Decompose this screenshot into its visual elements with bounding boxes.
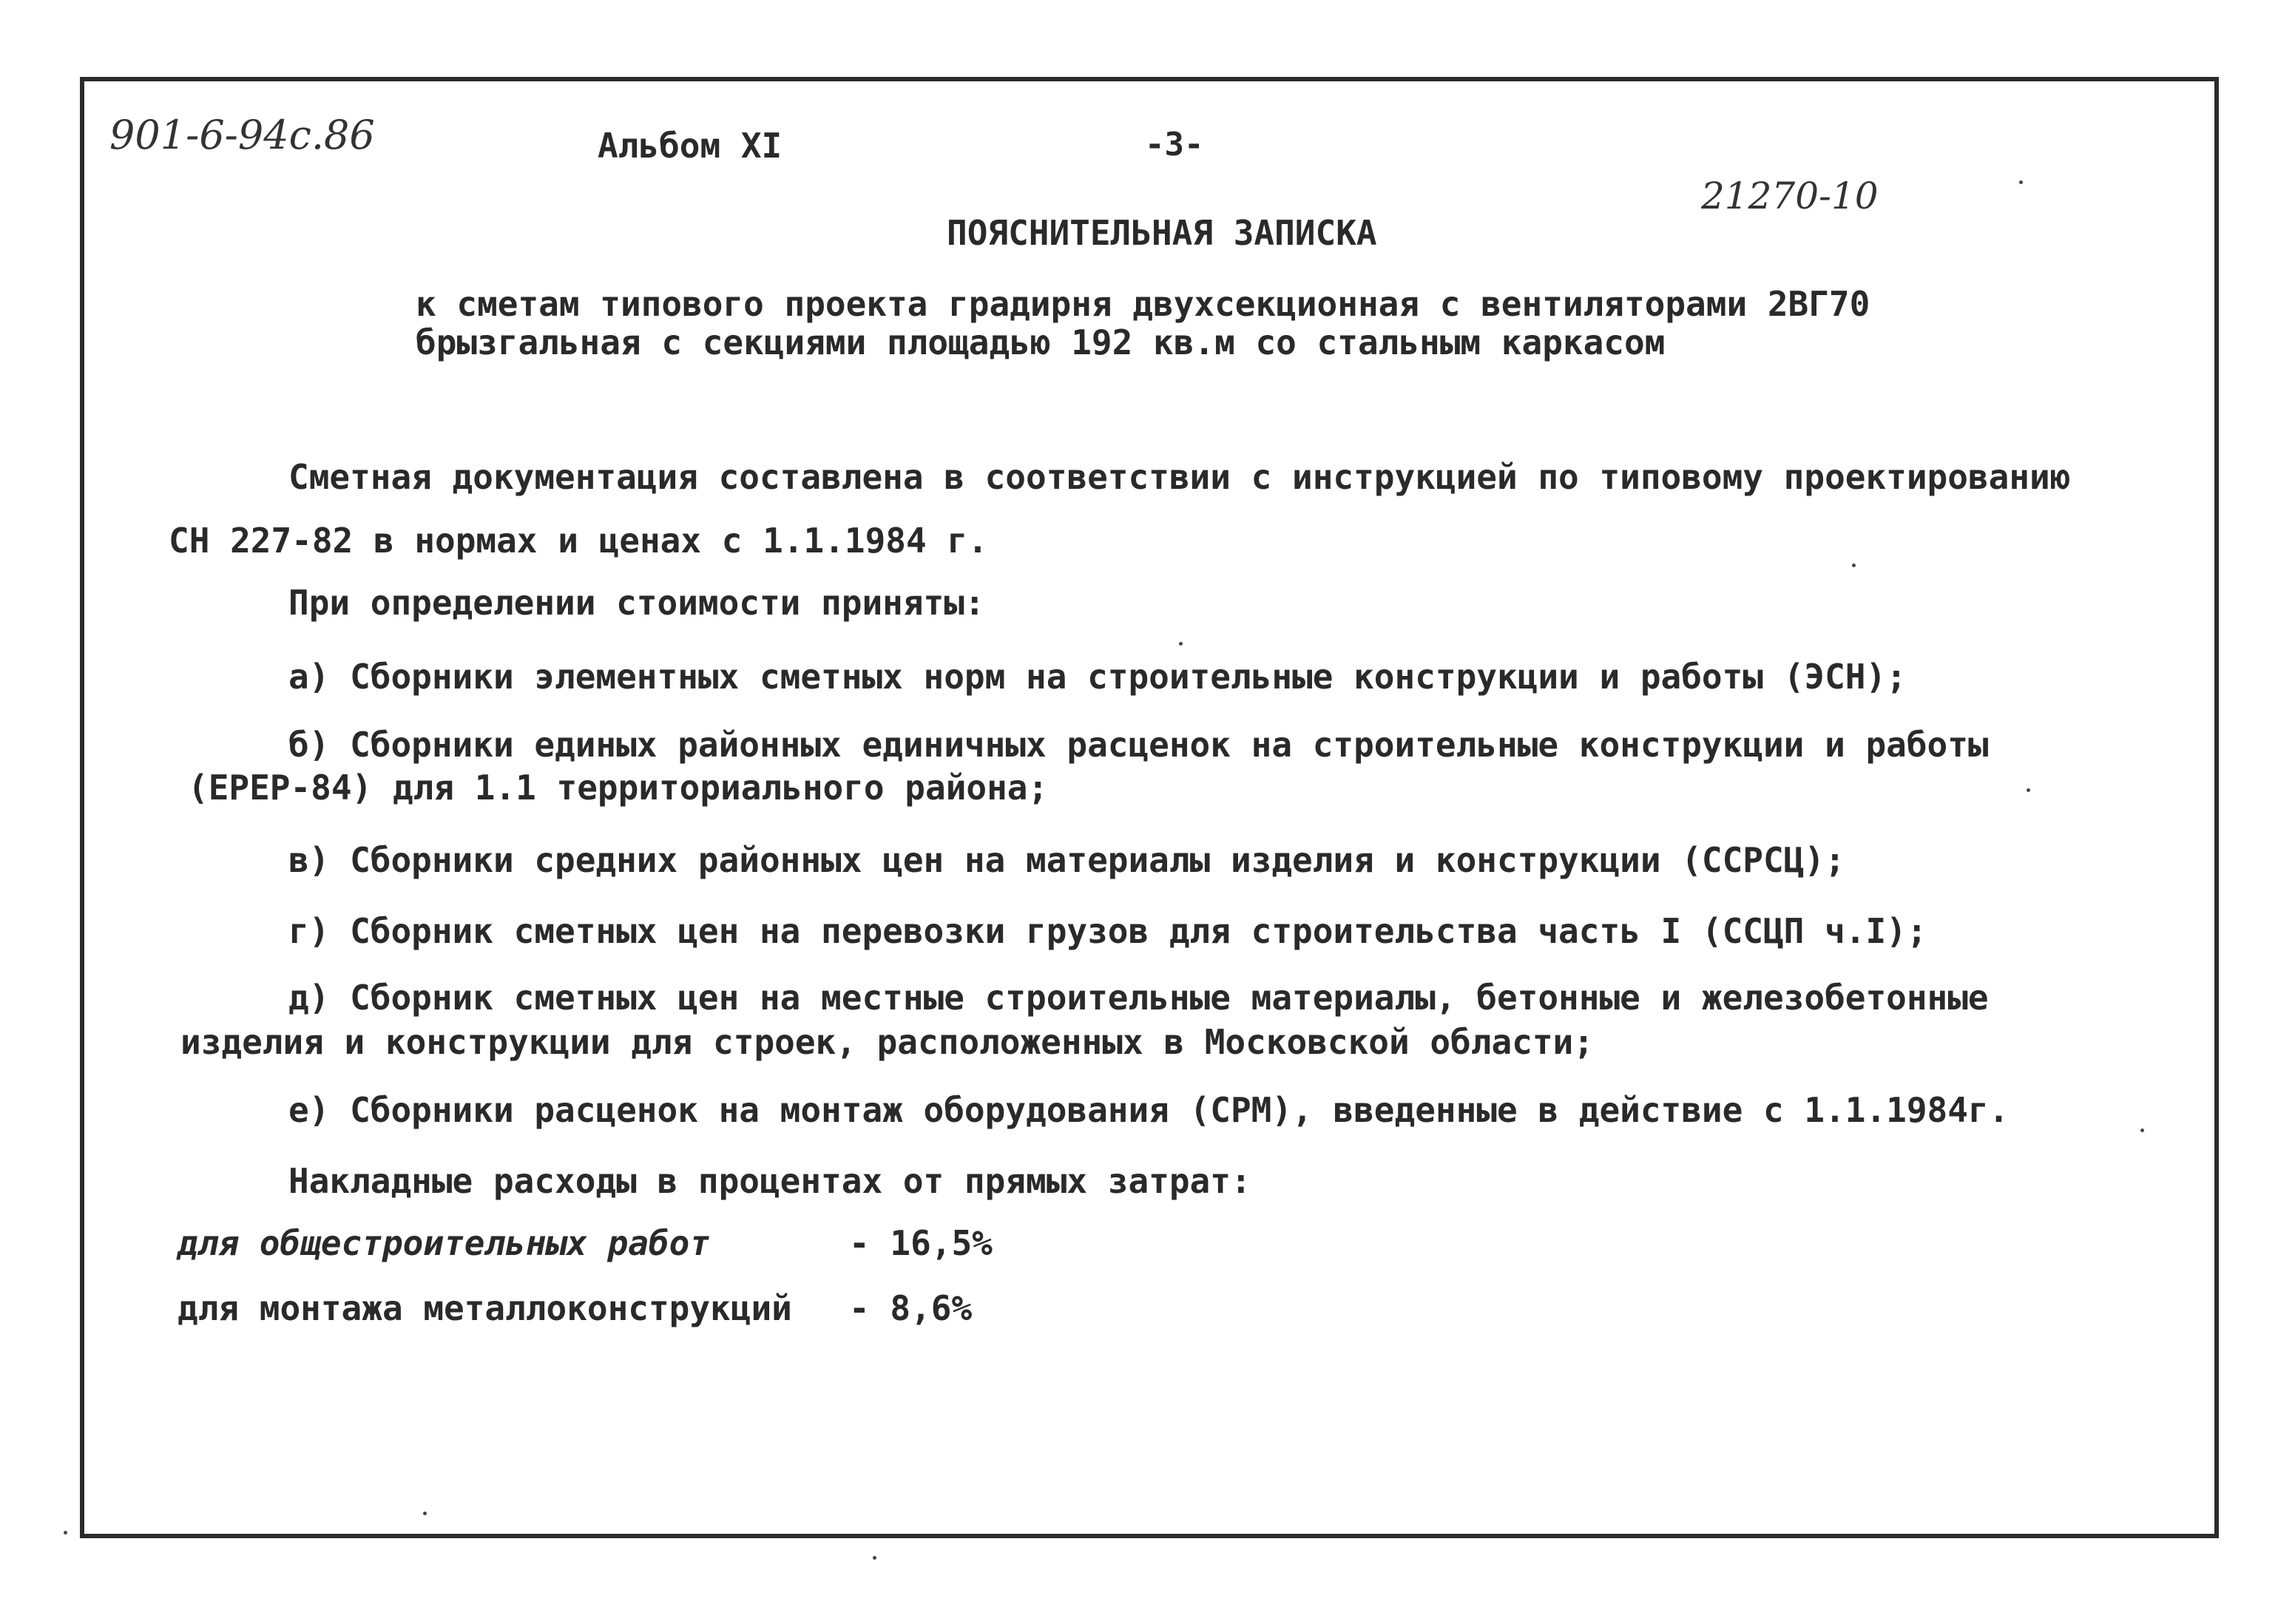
scan-speck xyxy=(1179,642,1183,646)
list-item-a: а) Сборники элементных сметных норм на строительные конструкции и работы (ЭСН); xyxy=(288,657,1907,697)
overhead-row-label: для монтажа металлоконструкций xyxy=(178,1288,792,1328)
list-item-d-line-2: изделия и конструкции для строек, расположенных в Московской области; xyxy=(180,1022,1594,1062)
overhead-row-label: для общестроительных работ xyxy=(178,1223,711,1263)
accepted-heading: При определении стоимости приняты: xyxy=(288,583,985,623)
scan-speck xyxy=(1852,564,1856,567)
project-code: 901-6-94с.86 xyxy=(109,112,375,158)
list-item-d-line-1: д) Сборник сметных цен на местные строительные материалы, бетонные и железобетонные xyxy=(288,978,1989,1018)
scan-speck xyxy=(423,1512,427,1515)
document-number: 21270-10 xyxy=(1701,175,1879,217)
scan-speck xyxy=(2027,788,2030,792)
scan-speck xyxy=(2140,1129,2144,1132)
list-item-b-line-2: (ЕРЕР-84) для 1.1 территориального района; xyxy=(188,768,1049,808)
album-label: Альбом XI xyxy=(598,126,783,166)
subtitle-line-1: к сметам типового проекта градирня двухсекционная с вентиляторами 2ВГ70 xyxy=(416,284,1870,324)
list-item-b-line-1: б) Сборники единых районных единичных расценок на строительные конструкции и работы xyxy=(288,725,1989,765)
overhead-heading: Накладные расходы в процентах от прямых затрат: xyxy=(288,1161,1251,1201)
document-title: ПОЯСНИТЕЛЬНАЯ ЗАПИСКА xyxy=(947,213,1377,253)
intro-line-2: СН 227-82 в нормах и ценах с 1.1.1984 г. xyxy=(169,521,988,561)
overhead-row-value: - 16,5% xyxy=(849,1223,993,1263)
list-item-e: е) Сборники расценок на монтаж оборудования (СРМ), введенные в действие с 1.1.1984г. xyxy=(288,1090,2010,1130)
scan-speck xyxy=(2019,180,2023,184)
intro-line-1: Сметная документация составлена в соответствии с инструкцией по типовому проектированию xyxy=(288,457,2071,497)
list-item-v: в) Сборники средних районных цен на материалы изделия и конструкции (ССРСЦ); xyxy=(288,840,1845,880)
overhead-row-value: - 8,6% xyxy=(849,1288,973,1328)
page-number: -3- xyxy=(1145,126,1204,163)
scan-speck xyxy=(873,1556,876,1560)
scan-speck xyxy=(64,1531,67,1535)
list-item-g: г) Сборник сметных цен на перевозки грузов для строительства часть I (ССЦП ч.I); xyxy=(288,911,1927,951)
subtitle-line-2: брызгальная с секциями площадью 192 кв.м со стальным каркасом xyxy=(416,322,1666,362)
